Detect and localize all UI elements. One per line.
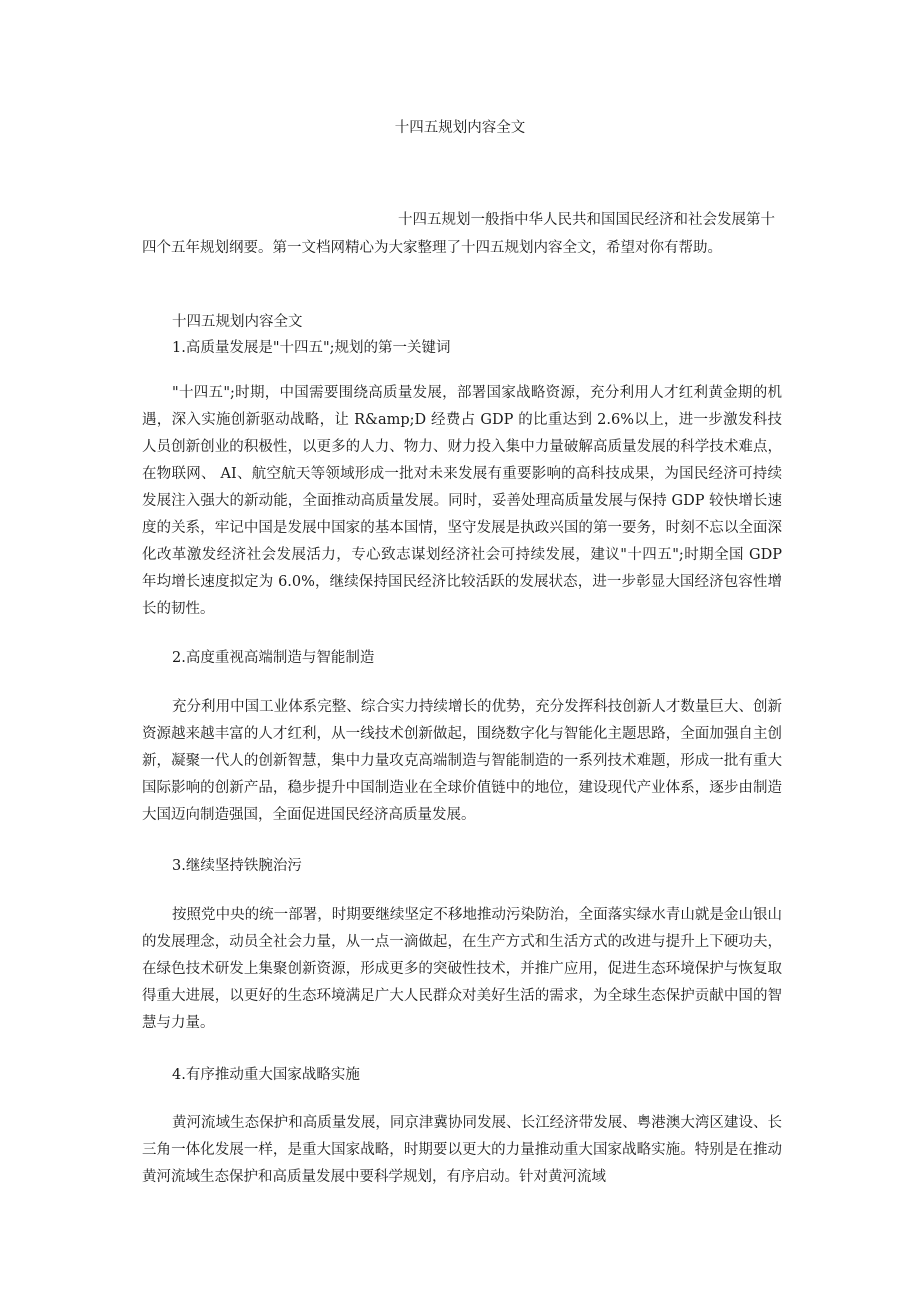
section-2 [142, 648, 782, 668]
section-4 [142, 1065, 782, 1085]
section-4-body-wrap [142, 1110, 782, 1191]
section-3-title: 3.继续坚持铁腕治污 [172, 858, 302, 874]
intro-paragraph: 十四五规划一般指中华人民共和国国民经济和社会发展第十四个五年规划纲要。第一文档网精心为大家整理了十四五规划内容全文，希望对你有帮助。 [142, 212, 775, 256]
section-1-body-wrap [142, 380, 782, 623]
toc-heading: 十四五规划内容全文 [172, 314, 303, 330]
section-4-title: 4.有序推动重大国家战略实施 [172, 1067, 360, 1083]
document-title: 十四五规划内容全文 [394, 120, 526, 136]
section-1-title: 1.高质量发展是"十四五";规划的第一关键词 [172, 340, 451, 356]
section-2-title: 2.高度重视高端制造与智能制造 [172, 650, 375, 666]
section-2-body: 充分利用中国工业体系完整、综合实力持续增长的优势，充分发挥科技创新人才数量巨大、创新资源越来越丰富的人才红利，从一线技术创新做起，围绕数字化与智能化主题思路，全面加强自主创新，凝聚一代人的创新智慧，集中力量攻克高端制造与智能制造的一系列技术难题，形成一批有重大国际影响的创新产品，稳步提升中国制造业在全球价值链中的地位，建设现代产业体系，逐步由制造大国迈向制造强国，全面促进国民经济高质量发展。 [142, 699, 782, 823]
section-1 [142, 338, 782, 358]
section-3 [142, 856, 782, 876]
section-4-body: 黄河流域生态保护和高质量发展，同京津冀协同发展、长江经济带发展、粤港澳大湾区建设、长三角一体化发展一样，是重大国家战略，时期要以更大的力量推动重大国家战略实施。特别是在推动黄河流域生态保护和高质量发展中要科学规划，有序启动。针对黄河流域 [142, 1115, 782, 1185]
section-2-body-wrap [142, 694, 782, 829]
section-3-body-wrap [142, 902, 782, 1037]
section-1-body: "十四五";时期，中国需要围绕高质量发展，部署国家战略资源，充分利用人才红利黄金期的机遇，深入实施创新驱动战略，让 R&amp;D 经费占 GDP 的比重达到 2.6%以上，进一步激发科技人员创新创业的积极性，以更多的人力、物力、财力投入集中力量破解高质量发展的科学技术难点，在物联网、 AI、航空航天等领域形成一批对未来发展有重要影响的高科技成果，为国民经济可持续发展注入强大的新动能，全面推动高质量发展。同时，妥善处理高质量发展与保持 GDP 较快增长速度的关系，牢记中国是发展中国家的基本国情，坚守发展是执政兴国的第一要务，时刻不忘以全面深化改革激发经济社会发展活力，专心致志谋划经济社会可持续发展，建议"十四五";时期全国 GDP 年均增长速度拟定为 6.0%，继续保持国民经济比较活跃的发展状态，进一步彰显大国经济包容性增长的韧性。 [142, 385, 782, 617]
section-3-body: 按照党中央的统一部署，时期要继续坚定不移地推动污染防治，全面落实绿水青山就是金山银山的发展理念，动员全社会力量，从一点一滴做起，在生产方式和生活方式的改进与提升上下硬功夫，在绿色技术研发上集聚创新资源，形成更多的突破性技术，并推广应用，促进生态环境保护与恢复取得重大进展，以更好的生态环境满足广大人民群众对美好生活的需求，为全球生态保护贡献中国的智慧与力量。 [142, 907, 782, 1031]
